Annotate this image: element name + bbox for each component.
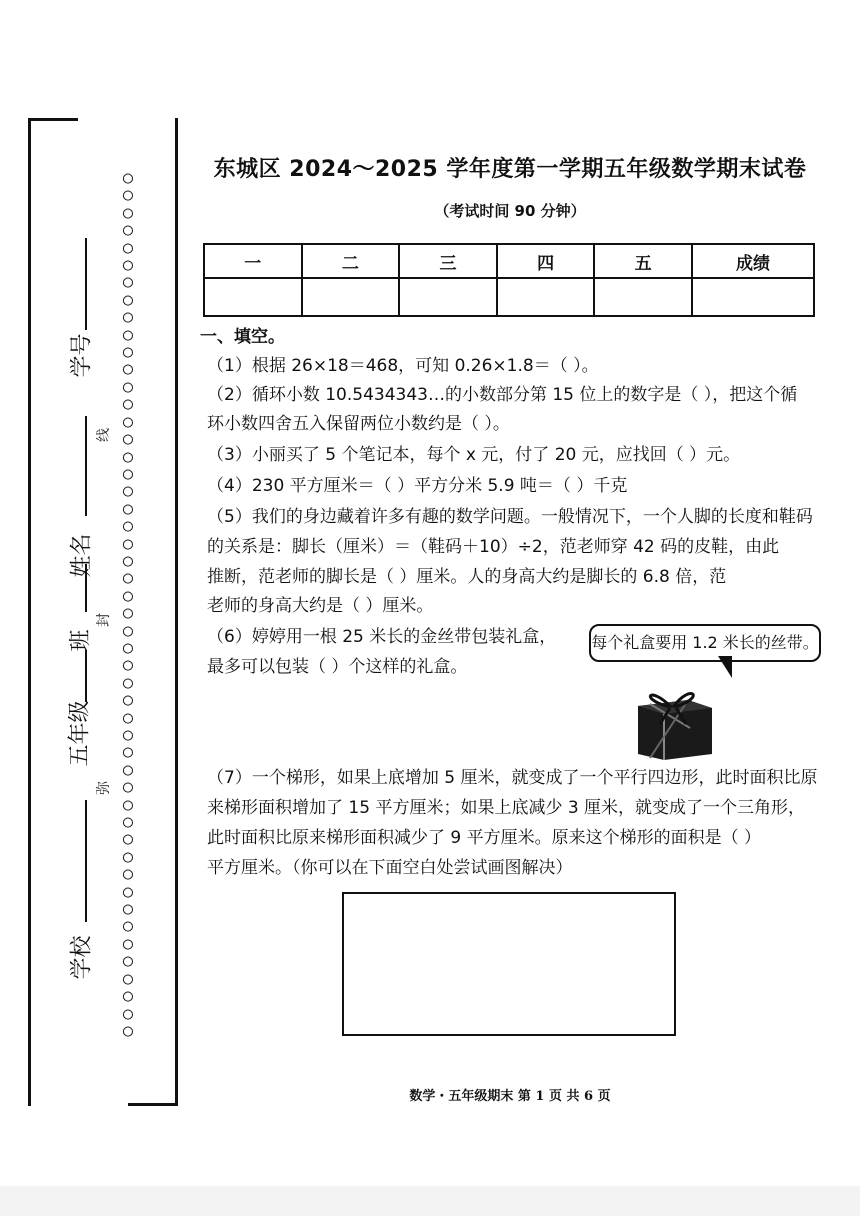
name-label: 姓名 (69, 533, 95, 578)
question-7-line-2: 来梯形面积增加了 15 平方厘米；如果上底减少 3 厘米，就变成了一个三角形， (207, 798, 806, 818)
question-5-line-3: 推断，范老师的脚长是（ ）厘米。人的身高大约是脚长的 6.8 倍，范 (207, 567, 727, 587)
score-table (203, 243, 815, 317)
score-cell-4[interactable] (497, 278, 595, 316)
seal-char-mi: 弥 (96, 781, 112, 795)
question-7-line-1: （7）一个梯形，如果上底增加 5 厘米，就变成了一个平行四边形，此时面积比原 (207, 768, 818, 788)
seal-char-feng: 封 (96, 613, 112, 627)
score-header-4: 四 (497, 244, 595, 278)
school-field[interactable] (85, 800, 87, 922)
question-4: （4）230 平方厘米＝（ ）平方分米 5.9 吨＝（ ）千克 (207, 476, 628, 496)
seal-char-xian: 线 (96, 428, 112, 442)
question-7-line-3: 此时面积比原来梯形面积减少了 9 平方厘米。原来这个梯形的面积是（ ） (207, 828, 762, 848)
bubble-tail (718, 656, 732, 678)
grade-field[interactable] (85, 650, 87, 702)
score-header-1: 一 (204, 244, 302, 278)
gift-box-icon (630, 684, 720, 762)
exam-title: 东城区 2024～2025 学年度第一学期五年级数学期末试卷 (213, 157, 807, 182)
drawing-answer-box[interactable] (342, 892, 676, 1036)
score-header-total: 成绩 (692, 244, 814, 278)
scan-bottom-edge (0, 1186, 860, 1216)
score-header-3: 三 (399, 244, 497, 278)
score-cell-5[interactable] (594, 278, 692, 316)
student-id-label: 学号 (69, 333, 95, 378)
question-6-line-2: 最多可以包装（ ）个这样的礼盒。 (207, 657, 468, 677)
page-footer: 数学・五年级期末 第 1 页 共 6 页 (409, 1089, 611, 1104)
score-cell-3[interactable] (399, 278, 497, 316)
score-cell-1[interactable] (204, 278, 302, 316)
question-2-line-2: 环小数四舍五入保留两位小数约是（ ）。 (207, 414, 510, 434)
score-cell-2[interactable] (302, 278, 400, 316)
question-5-line-4: 老师的身高大约是（ ）厘米。 (207, 596, 434, 616)
score-cell-total[interactable] (692, 278, 814, 316)
class-label: 班 (68, 629, 94, 652)
question-3: （3）小丽买了 5 个笔记本，每个 x 元，付了 20 元，应找回（ ）元。 (207, 445, 741, 465)
section-1-heading: 一、填空。 (200, 327, 285, 347)
name-field[interactable] (85, 416, 87, 516)
question-2-line-1: （2）循环小数 10.5434343…的小数部分第 15 位上的数字是（ ），把这个循 (207, 385, 798, 405)
question-5-line-1: （5）我们的身边藏着许多有趣的数学问题。一般情况下，一个人脚的长度和鞋码 (207, 507, 813, 527)
question-5-line-2: 的关系是：脚长（厘米）＝（鞋码＋10）÷2，范老师穿 42 码的皮鞋，由此 (207, 537, 780, 557)
question-1: （1）根据 26×18＝468，可知 0.26×1.8＝（ ）。 (207, 356, 599, 376)
student-id-field[interactable] (85, 238, 87, 330)
grade-label: 五年级 (67, 700, 93, 767)
question-6-line-1: （6）婷婷用一根 25 米长的金丝带包装礼盒， (207, 627, 557, 647)
score-header-5: 五 (594, 244, 692, 278)
class-field[interactable] (85, 564, 87, 612)
binding-margin (28, 118, 178, 1106)
score-header-2: 二 (302, 244, 400, 278)
exam-duration: （考试时间 90 分钟） (434, 202, 586, 220)
seal-circle-line: ○○○○○○○○○○○○○○○○○○○○○○○○○○○○○○○○○○○○○○○○○○○○○○○○○○ (122, 168, 134, 1041)
question-7-line-4: 平方厘米。（你可以在下面空白处尝试画图解决） (207, 858, 573, 878)
school-label: 学校 (69, 935, 95, 980)
ribbon-hint-bubble: 每个礼盒要用 1.2 米长的丝带。 (589, 624, 821, 662)
